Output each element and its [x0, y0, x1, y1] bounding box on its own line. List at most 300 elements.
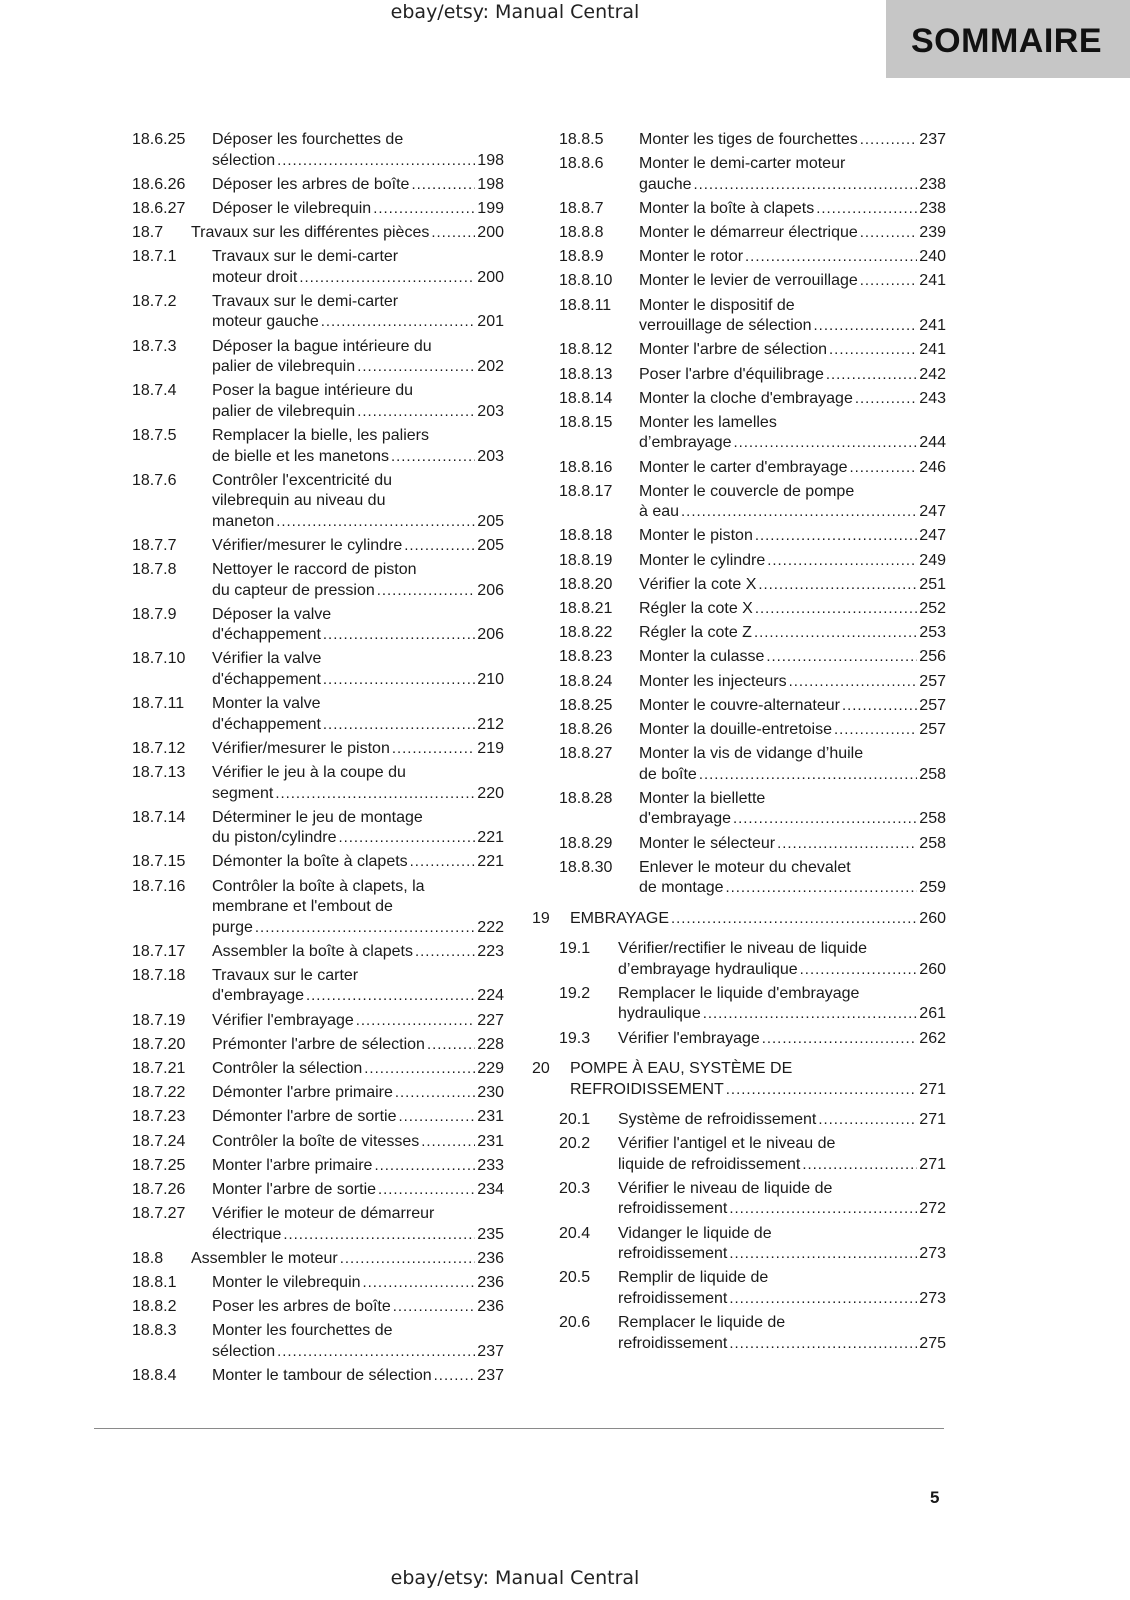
toc-entry-page: 238 [919, 199, 946, 217]
toc-entry[interactable] [532, 1179, 946, 1220]
toc-entry-number: 18.7.6 [132, 471, 177, 489]
toc-entry-title-line: Vérifier l'embrayage [212, 1011, 354, 1029]
dot-leader [395, 1083, 475, 1104]
toc-entry[interactable] [132, 694, 504, 735]
dot-leader [404, 536, 475, 557]
toc-entry-page: 203 [477, 447, 504, 465]
toc-entry[interactable] [532, 789, 946, 830]
toc-entry-title-line: membrane et l'embout de [212, 898, 393, 916]
dot-leader [818, 1110, 917, 1131]
toc-entry-page: 259 [919, 879, 946, 897]
toc-entry-number: 18.8.6 [559, 155, 604, 173]
toc-entry[interactable] [132, 852, 504, 873]
toc-entry-title-line: Monter le dispositif de [639, 296, 795, 314]
toc-entry-page: 205 [477, 512, 504, 530]
toc-entry-title-line: du capteur de pression [212, 581, 375, 599]
toc-entry[interactable] [132, 536, 504, 557]
toc-entry-title-line: de bielle et les manetons [212, 447, 389, 465]
toc-entry[interactable] [532, 834, 946, 855]
dot-leader [694, 175, 918, 196]
footer-divider [94, 1428, 944, 1429]
toc-entry[interactable] [132, 877, 504, 939]
dot-leader [681, 502, 917, 523]
dot-leader [323, 715, 475, 736]
toc-entry[interactable] [132, 1297, 504, 1318]
toc-entry-number: 18.8.4 [132, 1367, 177, 1385]
toc-entry[interactable] [132, 739, 504, 760]
dot-leader [363, 1273, 476, 1294]
dot-leader [323, 625, 475, 646]
toc-entry-title-line: Monter le démarreur électrique [639, 224, 858, 242]
toc-entry-number: 18.8.29 [559, 834, 613, 852]
dot-leader [393, 1297, 476, 1318]
toc-entry-title-line: Travaux sur le demi-carter [212, 292, 399, 310]
dot-leader [766, 647, 917, 668]
toc-entry[interactable] [532, 1134, 946, 1175]
toc-entry-title-line: Monter le rotor [639, 248, 744, 266]
toc-entry-title-line: du piston/cylindre [212, 829, 337, 847]
toc-entry-title-line: Contrôler la boîte de vitesses [212, 1132, 420, 1150]
toc-entry[interactable] [132, 1107, 504, 1128]
toc-entry[interactable] [532, 1224, 946, 1265]
toc-entry[interactable] [532, 575, 946, 596]
toc-entry-title-line: Monter le levier de verrouillage [639, 272, 858, 290]
section-title: SOMMAIRE [911, 22, 1102, 60]
toc-entry-page: 205 [477, 536, 504, 554]
toc-entry[interactable] [132, 426, 504, 467]
toc-entry-title-line: Remplir de liquide de [618, 1269, 769, 1287]
toc-entry-number: 18.8.2 [132, 1298, 177, 1316]
toc-entry-number: 20.6 [559, 1314, 591, 1331]
toc-entry-page: 241 [919, 341, 946, 359]
toc-entry-number: 18.7.20 [132, 1035, 186, 1053]
toc-entry[interactable] [132, 1156, 504, 1177]
dot-leader [729, 1199, 917, 1220]
toc-entry[interactable] [532, 389, 946, 410]
toc-entry[interactable] [532, 130, 946, 151]
toc-entry[interactable] [132, 1059, 504, 1080]
toc-entry-title-line: d’embrayage [639, 434, 732, 452]
toc-entry-title-line: d'embrayage [212, 987, 304, 1005]
toc-entry-page: 253 [919, 624, 946, 642]
toc-entry-page: 230 [477, 1084, 504, 1102]
toc-entry-number: 18.7.8 [132, 561, 177, 579]
toc-entry-title-line: refroidissement [618, 1289, 728, 1307]
toc-entry-title-line: Contrôler la sélection [212, 1060, 363, 1077]
toc-entry[interactable] [532, 340, 946, 361]
toc-entry[interactable] [532, 720, 946, 741]
toc-entry[interactable] [532, 599, 946, 620]
toc-entry[interactable] [532, 526, 946, 547]
toc-entry-number: 18.7.13 [132, 764, 186, 781]
toc-entry-page: 246 [919, 458, 946, 476]
toc-entry[interactable] [132, 337, 504, 378]
toc-entry-number: 18.7.23 [132, 1108, 186, 1126]
toc-entry-number: 18.6.27 [132, 199, 186, 217]
toc-entry[interactable] [132, 1035, 504, 1056]
dot-leader [415, 942, 475, 963]
toc-entry[interactable] [532, 623, 946, 644]
toc-entry-title-line: Monter la vis de vidange d’huile [639, 745, 864, 763]
toc-entry[interactable] [532, 939, 946, 980]
toc-entry-title-line: Vérifier la valve [212, 650, 322, 668]
dot-leader [755, 599, 917, 620]
dot-leader [364, 1059, 475, 1080]
toc-entry[interactable] [132, 471, 504, 533]
toc-entry-number: 18.8.19 [559, 551, 613, 569]
toc-entry[interactable] [132, 942, 504, 963]
toc-entry-title-line: sélection [212, 151, 276, 169]
toc-entry-number: 18.8.7 [559, 199, 604, 217]
toc-entry-title-line: Monter l'arbre de sélection [639, 341, 828, 359]
toc-entry-title-line: de boîte [639, 765, 697, 783]
toc-entry-page: 224 [477, 987, 504, 1005]
toc-entry-number: 18.6.25 [132, 131, 186, 148]
toc-entry[interactable] [132, 560, 504, 601]
toc-entry[interactable] [532, 365, 946, 386]
dot-leader [277, 151, 475, 172]
toc-entry-number: 18.8.8 [559, 224, 604, 242]
toc-entry[interactable] [132, 649, 504, 690]
toc-entry-title-line: Remplacer le liquide d'embrayage [618, 984, 860, 1002]
toc-entry-page: 272 [919, 1200, 946, 1218]
toc-entry-title-line: Système de refroidissement [618, 1111, 817, 1129]
toc-entry-title-line: Remplacer le liquide de [618, 1314, 786, 1331]
toc-left-column [132, 130, 504, 1390]
toc-entry[interactable] [532, 154, 946, 195]
toc-entry-page: 240 [919, 248, 946, 266]
toc-entry-number: 18.7.12 [132, 739, 186, 757]
toc-entry-number: 18.7.26 [132, 1180, 186, 1198]
dot-leader [421, 1132, 475, 1153]
toc-entry[interactable] [132, 292, 504, 333]
dot-leader [829, 340, 917, 361]
toc-entry-title-line: à eau [639, 503, 680, 521]
toc-entry-title-line: Monter la boîte à clapets [639, 199, 815, 217]
toc-entry-title-line: Remplacer la bielle, les paliers [212, 427, 429, 444]
toc-entry-page: 221 [477, 853, 504, 871]
toc-entry-title-line: palier de vilebrequin [212, 358, 356, 376]
toc-entry-page: 219 [477, 739, 504, 757]
toc-entry-page: 238 [919, 175, 946, 193]
dot-leader [276, 512, 475, 533]
toc-entry[interactable] [532, 1110, 946, 1131]
toc-entry-title-line: Monter les lamelles [639, 413, 777, 431]
toc-entry-title-line: Travaux sur les différentes pièces [191, 224, 430, 242]
toc-entry[interactable] [532, 551, 946, 572]
toc-entry-title-line: vilebrequin au niveau du [212, 492, 386, 510]
toc-entry-page: 200 [477, 268, 504, 286]
toc-entry[interactable] [532, 199, 946, 220]
dot-leader [374, 1156, 475, 1177]
toc-entry[interactable] [532, 223, 946, 244]
toc-entry-title-line: Monter le couvre-alternateur [639, 696, 840, 714]
toc-entry-page: 229 [477, 1060, 504, 1077]
dot-leader [729, 1334, 917, 1355]
toc-entry[interactable] [532, 482, 946, 523]
dot-leader [816, 199, 917, 220]
toc-entry-title-line: maneton [212, 512, 275, 530]
toc-entry-page: 231 [477, 1132, 504, 1150]
dot-leader [767, 551, 917, 572]
toc-entry-number: 18.8.21 [559, 600, 613, 617]
toc-entry[interactable] [132, 808, 504, 849]
toc-entry-page: 206 [477, 626, 504, 644]
toc-entry-number: 19.3 [559, 1029, 591, 1047]
dot-leader [800, 960, 918, 981]
toc-entry-number: 19.1 [559, 940, 591, 958]
toc-entry[interactable] [132, 247, 504, 288]
toc-entry-title-line: purge [212, 918, 253, 936]
toc-entry-title-line: Déterminer le jeu de montage [212, 808, 423, 826]
toc-entry[interactable] [532, 296, 946, 337]
toc-entry-page: 233 [477, 1156, 504, 1174]
toc-entry-page: 222 [477, 918, 504, 936]
toc-entry[interactable] [132, 966, 504, 1007]
toc-entry[interactable] [132, 605, 504, 646]
toc-entry-page: 206 [477, 581, 504, 599]
dot-leader [391, 447, 475, 468]
toc-entry-title-line: Travaux sur le demi-carter [212, 248, 399, 266]
toc-entry[interactable] [532, 1268, 946, 1309]
dot-leader [357, 402, 475, 423]
toc-entry-title-line: Assembler le moteur [191, 1249, 338, 1267]
toc-entry-title-line: palier de vilebrequin [212, 402, 356, 420]
toc-entry-number: 18.8 [132, 1249, 164, 1267]
toc-entry-page: 212 [477, 715, 504, 733]
dot-leader [427, 1035, 475, 1056]
dot-leader [378, 1180, 475, 1201]
toc-entry-number: 18.8.20 [559, 575, 613, 593]
toc-entry-title-line: Vérifier le niveau de liquide de [618, 1179, 833, 1197]
toc-entry-title-line: Monter les fourchettes de [212, 1322, 393, 1340]
toc-entry-number: 18.7.4 [132, 382, 177, 400]
toc-entry-number: 19 [532, 909, 550, 927]
toc-entry[interactable] [532, 247, 946, 268]
toc-entry-page: 241 [919, 272, 946, 290]
toc-entry[interactable] [532, 1059, 946, 1100]
toc-entry-page: 261 [919, 1005, 946, 1023]
toc-entry-number: 20.3 [559, 1179, 591, 1197]
toc-entry[interactable] [532, 858, 946, 899]
toc-entry-number: 18.8.26 [559, 720, 613, 738]
toc-entry-number: 18.8.14 [559, 389, 613, 407]
toc-entry-page: 201 [477, 313, 504, 331]
toc-entry-number: 18.8.27 [559, 745, 613, 763]
toc-entry-title-line: Monter l'arbre primaire [212, 1156, 373, 1174]
toc-entry-page: 251 [919, 575, 946, 593]
toc-entry-title-line: moteur droit [212, 268, 298, 286]
dot-leader [860, 223, 918, 244]
toc-entry[interactable] [532, 744, 946, 785]
toc-entry-title-line: Monter le sélecteur [639, 834, 776, 852]
toc-entry-page: 247 [919, 527, 946, 545]
toc-entry-page: 257 [919, 672, 946, 690]
toc-entry-number: 18.7.3 [132, 337, 177, 355]
toc-entry[interactable] [532, 909, 946, 930]
toc-entry[interactable] [132, 381, 504, 422]
toc-entry-title-line: refroidissement [618, 1200, 728, 1218]
toc-entry-number: 18.7.17 [132, 942, 186, 960]
dot-leader [283, 1225, 475, 1246]
toc-entry-page: 260 [919, 960, 946, 978]
toc-entry-title-line: Vérifier le jeu à la coupe du [212, 764, 406, 781]
toc-entry-page: 257 [919, 720, 946, 738]
dot-leader [826, 365, 917, 386]
toc-entry-title-line: Vérifier/mesurer le piston [212, 739, 390, 757]
toc-entry[interactable] [532, 271, 946, 292]
toc-entry[interactable] [532, 413, 946, 454]
toc-entry-number: 18.7.2 [132, 292, 177, 310]
toc-entry[interactable] [532, 984, 946, 1025]
toc-entry-page: 221 [477, 829, 504, 847]
dot-leader [671, 909, 917, 930]
toc-entry-page: 262 [919, 1029, 946, 1047]
toc-entry[interactable] [532, 696, 946, 717]
toc-entry-page: 235 [477, 1225, 504, 1243]
toc-entry-number: 18.7.14 [132, 808, 186, 826]
dot-leader [855, 389, 917, 410]
toc-entry[interactable] [132, 1366, 504, 1387]
dot-leader [410, 852, 476, 873]
toc-entry-page: 244 [919, 434, 946, 452]
toc-entry-page: 228 [477, 1035, 504, 1053]
toc-entry[interactable] [532, 458, 946, 479]
toc-entry-page: 260 [919, 909, 946, 927]
toc-entry-number: 18.7.21 [132, 1060, 186, 1077]
toc-entry-title-line: Démonter l'arbre de sortie [212, 1108, 397, 1126]
dot-leader [377, 581, 476, 602]
toc-entry[interactable] [132, 175, 504, 196]
toc-entry-title-line: hydraulique [618, 1005, 701, 1023]
toc-entry-title-line: Assembler la boîte à clapets [212, 942, 413, 960]
toc-entry-title-line: Vérifier/rectifier le niveau de liquide [618, 940, 868, 958]
toc-entry-page: 198 [477, 175, 504, 193]
dot-leader [356, 1011, 476, 1032]
toc-entry-title-line: Monter le cylindre [639, 551, 766, 569]
toc-entry-title-line: Vérifier le moteur de démarreur [212, 1205, 435, 1223]
toc-entry[interactable] [132, 199, 504, 220]
toc-entry-title-line: Poser l'arbre d'équilibrage [639, 365, 824, 383]
toc-entry[interactable] [532, 1029, 946, 1050]
toc-entry-page: 203 [477, 402, 504, 420]
toc-entry-number: 18.8.30 [559, 858, 613, 876]
toc-entry[interactable] [132, 1273, 504, 1294]
toc-entry-title-line: d’embrayage hydraulique [618, 960, 798, 978]
toc-entry-page: 220 [477, 784, 504, 802]
toc-entry-number: 20.5 [559, 1269, 591, 1287]
toc-entry-page: 236 [477, 1298, 504, 1316]
toc-entry-title-line: Monter le carter d'embrayage [639, 458, 848, 476]
toc-entry-title-line: segment [212, 784, 274, 802]
toc-entry-page: 258 [919, 810, 946, 828]
dot-leader [339, 828, 476, 849]
dot-leader [411, 175, 475, 196]
toc-entry[interactable] [532, 672, 946, 693]
toc-entry-page: 236 [477, 1249, 504, 1267]
toc-entry-title-line: Démonter la boîte à clapets [212, 853, 408, 871]
toc-entry-page: 247 [919, 503, 946, 521]
toc-entry-page: 258 [919, 765, 946, 783]
toc-entry-title-line: liquide de refroidissement [618, 1155, 801, 1173]
toc-entry-number: 18.8.28 [559, 789, 613, 807]
toc-entry-number: 18.7.19 [132, 1011, 186, 1029]
toc-entry-title-line: POMPE À EAU, SYSTÈME DE [570, 1060, 793, 1078]
toc-entry-number: 18.7.22 [132, 1084, 186, 1102]
dot-leader [373, 199, 475, 220]
toc-entry-title-line: d'embrayage [639, 810, 731, 828]
toc-entry-page: 237 [919, 131, 946, 148]
toc-entry-number: 18.7.27 [132, 1205, 186, 1223]
toc-entry-title-line: Vérifier l'embrayage [618, 1029, 760, 1047]
toc-entry[interactable] [132, 1204, 504, 1245]
toc-entry-number: 20.4 [559, 1224, 591, 1242]
toc-entry[interactable] [132, 1249, 504, 1270]
dot-leader [392, 739, 475, 760]
dot-leader [777, 834, 917, 855]
toc-entry-number: 18.8.25 [559, 696, 613, 714]
dot-leader [321, 312, 476, 333]
toc-entry-number: 18.8.11 [559, 296, 612, 314]
watermark-top: ebay/etsy: Manual Central [390, 1, 640, 23]
toc-entry-title-line: Monter la cloche d'embrayage [639, 389, 853, 407]
toc-entry-title-line: Monter le piston [639, 527, 753, 545]
toc-entry-title-line: Déposer les fourchettes de [212, 131, 404, 148]
toc-entry-title-line: Monter la douille-entretoise [639, 720, 832, 738]
toc-entry-page: 239 [919, 224, 946, 242]
toc-entry-number: 18.8.13 [559, 365, 613, 383]
toc-entry-number: 18.7.15 [132, 853, 186, 871]
toc-entry-title-line: Travaux sur le carter [212, 966, 359, 984]
toc-entry[interactable] [132, 763, 504, 804]
watermark-bottom: ebay/etsy: Manual Central [390, 1567, 640, 1589]
toc-entry-page: 271 [919, 1080, 946, 1098]
toc-entry-number: 18.7.25 [132, 1156, 186, 1174]
toc-entry-title-line: Monter la biellette [639, 789, 766, 807]
toc-entry[interactable] [132, 1011, 504, 1032]
toc-entry-title-line: gauche [639, 175, 692, 193]
toc-entry-page: 200 [477, 224, 504, 242]
dot-leader [277, 1342, 475, 1363]
toc-entry-number: 18.7.16 [132, 877, 186, 895]
toc-entry[interactable] [132, 1321, 504, 1362]
dot-leader [834, 720, 917, 741]
toc-entry-number: 18.8.23 [559, 648, 613, 666]
toc-entry-number: 20.2 [559, 1135, 591, 1153]
dot-leader [860, 130, 918, 151]
toc-entry-page: 243 [919, 389, 946, 407]
toc-entry-number: 18.8.17 [559, 482, 613, 500]
toc-entry-title-line: Monter la valve [212, 695, 321, 713]
toc-entry-title-line: Poser les arbres de boîte [212, 1298, 391, 1316]
toc-entry-page: 271 [919, 1155, 946, 1173]
toc-entry-title-line: Monter l'arbre de sortie [212, 1180, 377, 1198]
toc-entry[interactable] [532, 1313, 946, 1354]
toc-entry[interactable] [132, 1132, 504, 1153]
toc-entry[interactable] [132, 223, 504, 244]
toc-entry[interactable] [532, 647, 946, 668]
dot-leader [758, 575, 917, 596]
toc-entry[interactable] [132, 130, 504, 171]
toc-entry[interactable] [132, 1083, 504, 1104]
dot-leader [755, 526, 917, 547]
toc-entry-number: 18.7.1 [132, 248, 177, 266]
toc-entry-title-line: sélection [212, 1342, 276, 1360]
dot-leader [726, 1080, 918, 1101]
toc-entry-title-line: Prémonter l'arbre de sélection [212, 1035, 425, 1053]
toc-entry-title-line: refroidissement [618, 1245, 728, 1263]
toc-entry[interactable] [132, 1180, 504, 1201]
